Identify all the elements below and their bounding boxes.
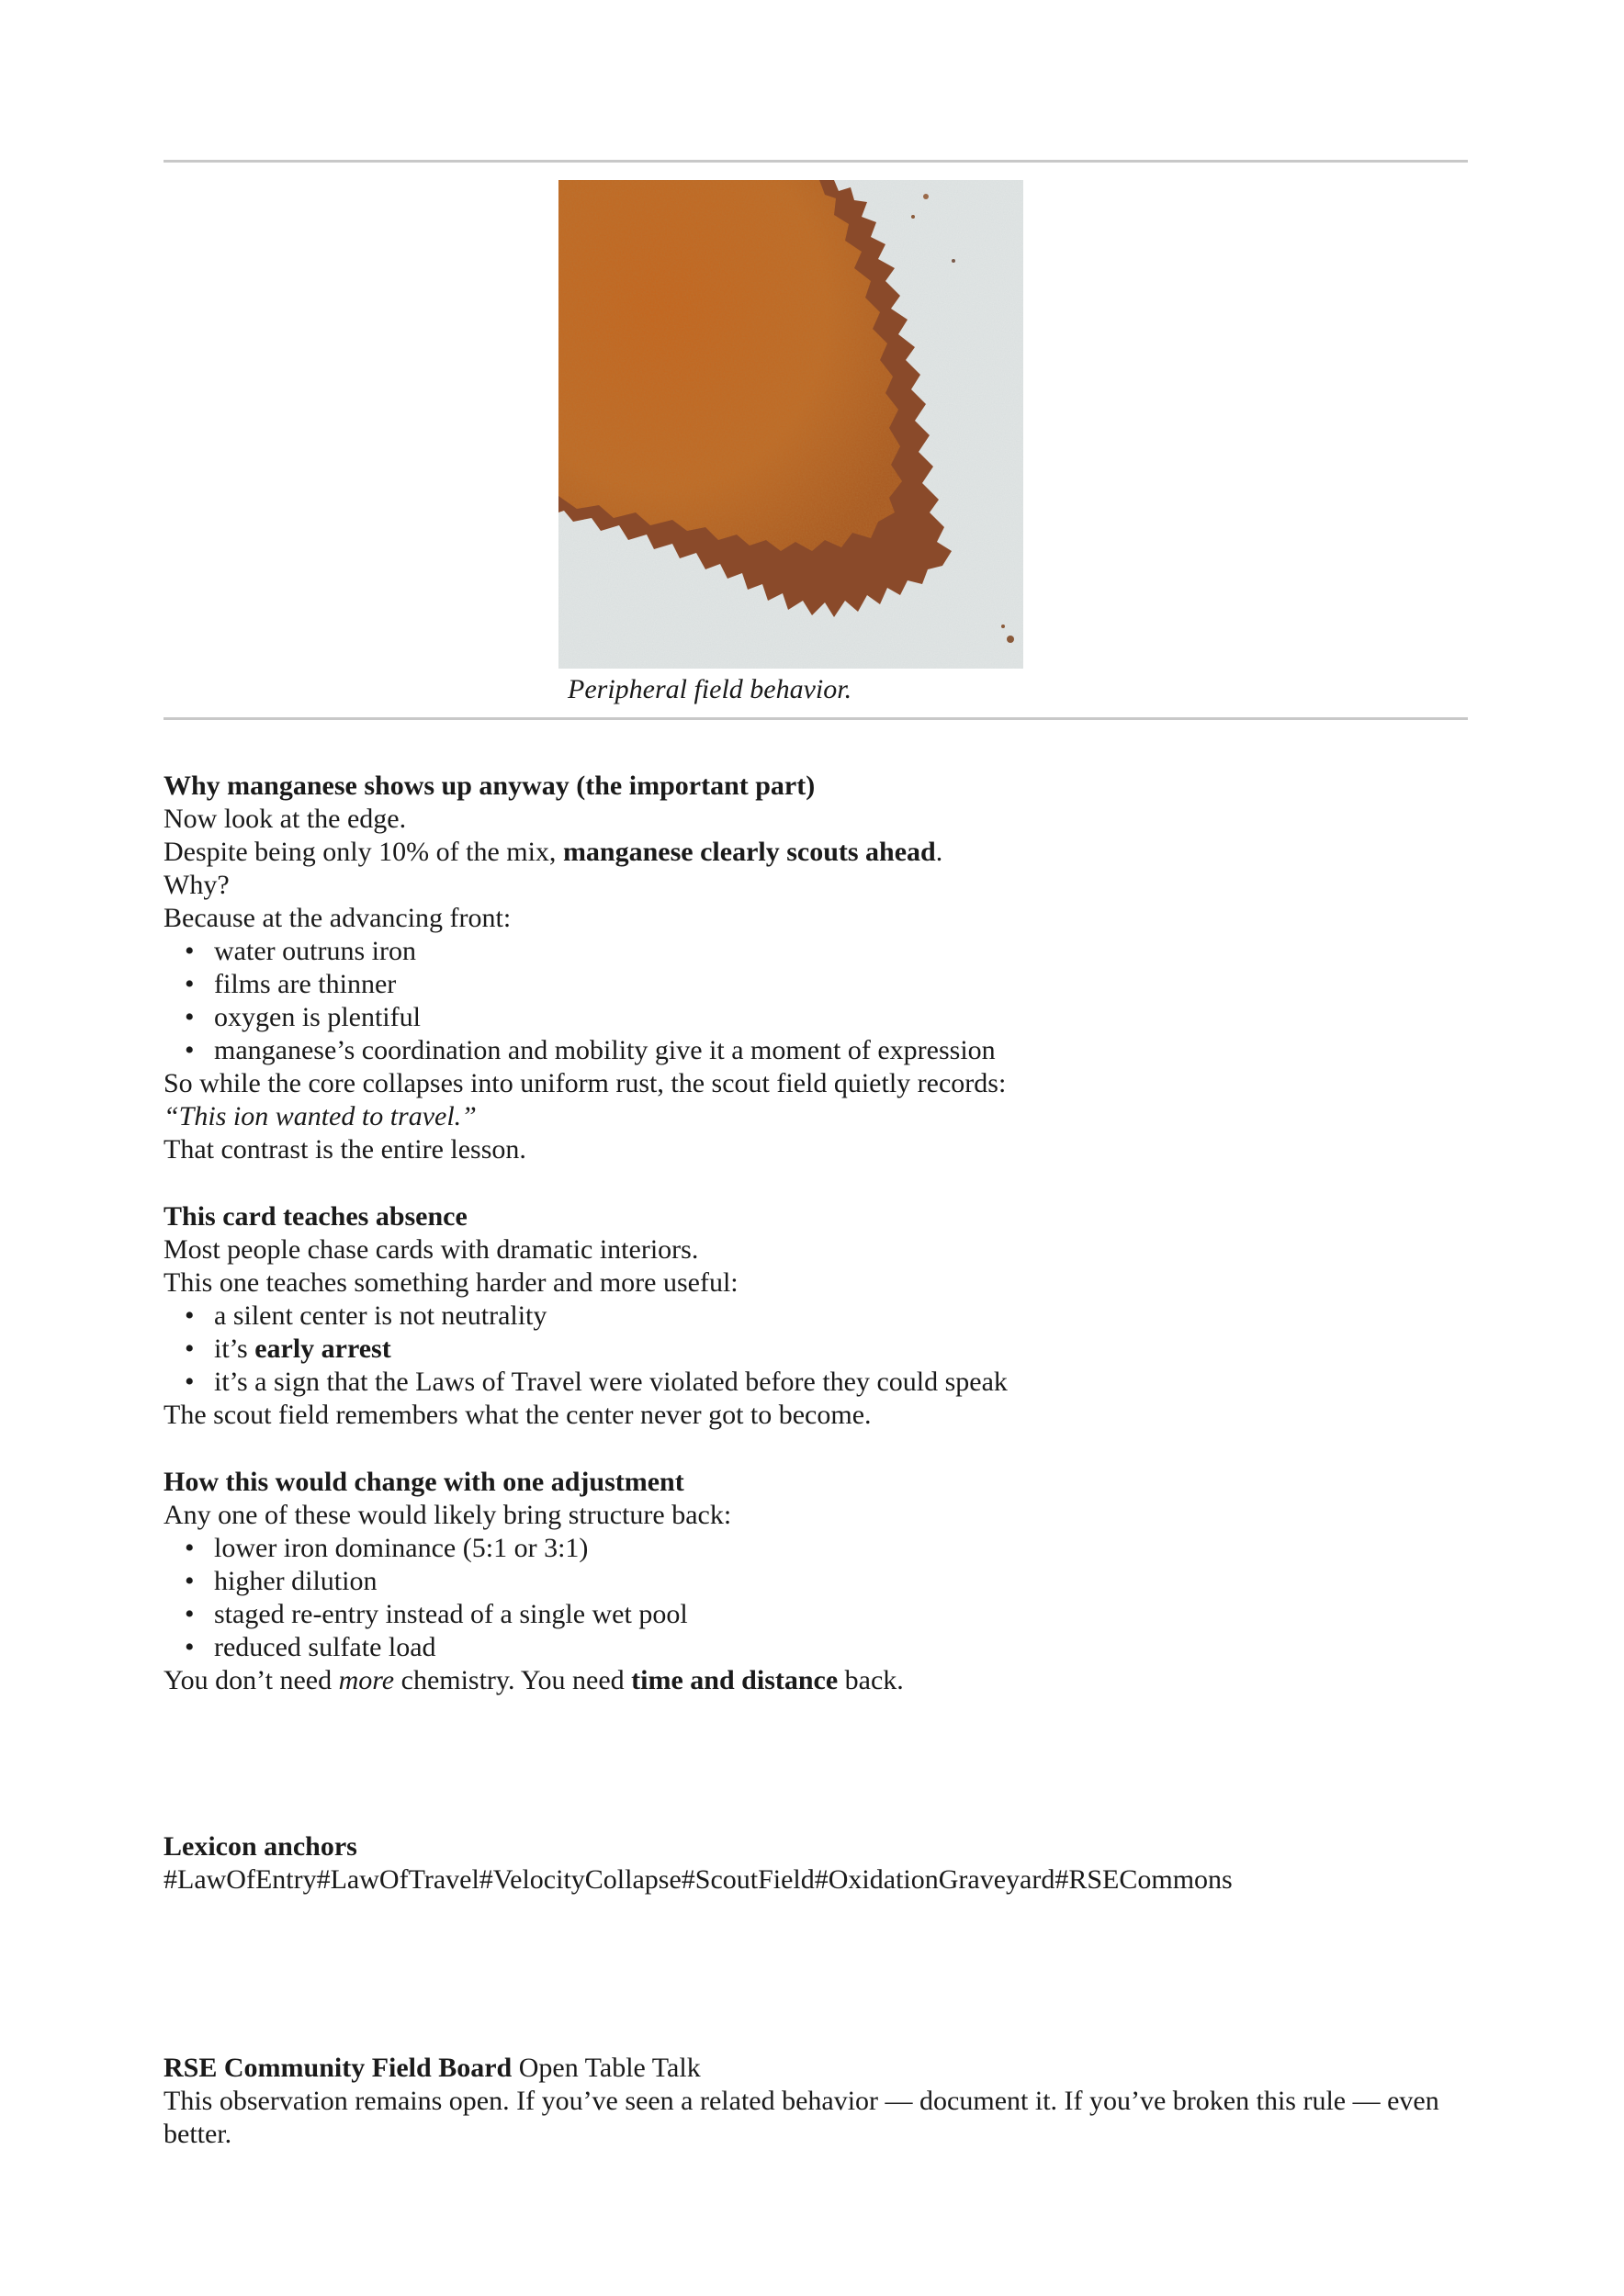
italic-text: more bbox=[338, 1665, 395, 1695]
paragraph: Most people chase cards with dramatic interiors. bbox=[164, 1234, 699, 1265]
section-lexicon bbox=[164, 1830, 1468, 1896]
paragraph: Any one of these would likely bring structure back: bbox=[164, 1500, 732, 1530]
list-item: • staged re-entry instead of a single wet pool bbox=[214, 1598, 1468, 1631]
bold-text: RSE Community Field Board bbox=[164, 2053, 513, 2083]
paragraph bbox=[164, 836, 1468, 869]
list-item: • water outruns iron bbox=[214, 935, 1468, 968]
list-item: • a silent center is not neutrality bbox=[214, 1300, 1468, 1333]
paragraph: Because at the advancing front: bbox=[164, 903, 512, 933]
quote: “This ion wanted to travel.” bbox=[164, 1101, 477, 1131]
text: You don’t need bbox=[164, 1665, 339, 1695]
paragraph bbox=[164, 1664, 1468, 1697]
text: . bbox=[935, 837, 943, 867]
paragraph: That contrast is the entire lesson. bbox=[164, 1134, 526, 1165]
section-heading: This card teaches absence bbox=[164, 1201, 468, 1232]
hashtag-line: #LawOfEntry#LawOfTravel#VelocityCollapse#ScoutField#OxidationGraveyard#RSECommons bbox=[164, 1864, 1233, 1895]
bold-text: time and distance bbox=[631, 1665, 839, 1695]
paragraph: Why? bbox=[164, 870, 230, 900]
paragraph: This observation remains open. If you’ve seen a related behavior — document it. If you’ve broken this rule — even better. bbox=[164, 2086, 1439, 2149]
list-item: • oxygen is plentiful bbox=[214, 1001, 1468, 1034]
figure-caption: Peripheral field behavior. bbox=[568, 674, 852, 704]
section-one-adjustment bbox=[164, 1466, 1468, 1697]
section-heading: Why manganese shows up anyway (the important part) bbox=[164, 771, 816, 801]
board-title bbox=[164, 2052, 1468, 2085]
list-item: • films are thinner bbox=[214, 968, 1468, 1001]
bold-text: early arrest bbox=[254, 1334, 391, 1364]
section-heading: How this would change with one adjustment bbox=[164, 1467, 684, 1497]
text: Despite being only 10% of the mix, bbox=[164, 837, 563, 867]
list-item: • higher dilution bbox=[214, 1565, 1468, 1598]
paragraph: Now look at the edge. bbox=[164, 804, 407, 834]
section-field-board bbox=[164, 2052, 1468, 2151]
figure bbox=[558, 180, 1023, 704]
list-item: • it’s a sign that the Laws of Travel were violated before they could speak bbox=[214, 1366, 1468, 1399]
section-teaches-absence bbox=[164, 1200, 1468, 1432]
paragraph: So while the core collapses into uniform rust, the scout field quietly records: bbox=[164, 1068, 1007, 1098]
text: back. bbox=[838, 1665, 904, 1695]
paragraph: The scout field remembers what the center never got to become. bbox=[164, 1400, 872, 1430]
bullet-list bbox=[164, 1300, 1468, 1399]
list-item: • manganese’s coordination and mobility give it a moment of expression bbox=[214, 1034, 1468, 1067]
bottom-divider bbox=[164, 717, 1468, 720]
paragraph: This one teaches something harder and more useful: bbox=[164, 1267, 739, 1298]
section-heading: Lexicon anchors bbox=[164, 1831, 357, 1862]
top-divider bbox=[164, 160, 1468, 163]
list-item: • lower iron dominance (5:1 or 3:1) bbox=[214, 1532, 1468, 1565]
text: Open Table Talk bbox=[512, 2053, 701, 2083]
bold-text: manganese clearly scouts ahead bbox=[562, 837, 936, 867]
list-item bbox=[214, 1333, 1468, 1366]
bullet-list bbox=[164, 935, 1468, 1067]
rust-stain-photo bbox=[558, 180, 1023, 669]
text: chemistry. You need bbox=[394, 1665, 632, 1695]
bullet-list bbox=[164, 1532, 1468, 1664]
section-why-manganese bbox=[164, 770, 1468, 1166]
text: it’s bbox=[214, 1334, 255, 1364]
list-item: • reduced sulfate load bbox=[214, 1631, 1468, 1664]
